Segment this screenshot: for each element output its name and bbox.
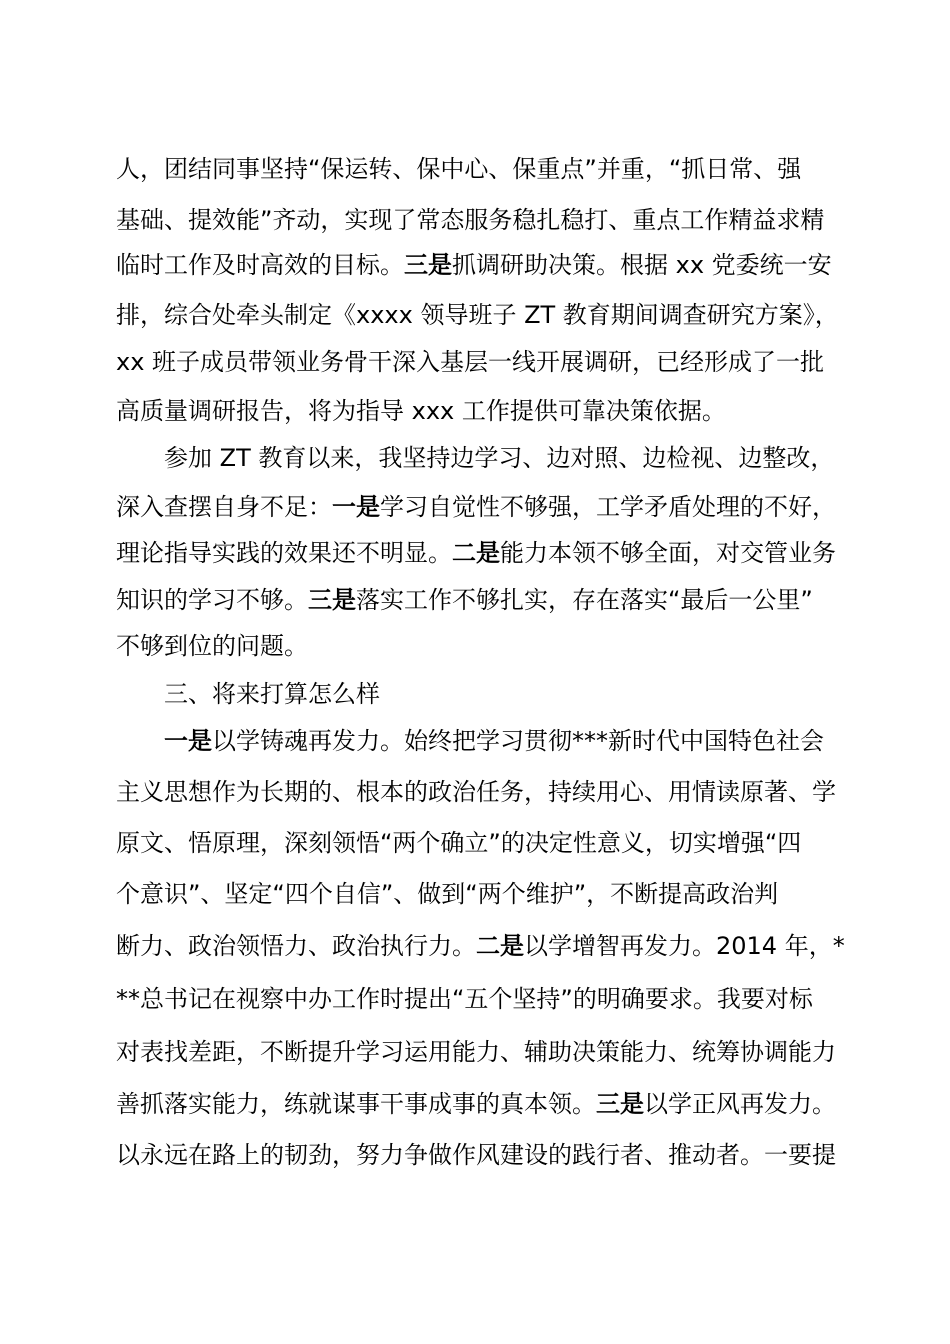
text-run: 排，综合处牵头制定《xxxx 领导班子 ZT 教育期间调查研究方案》，: [116, 301, 839, 329]
text-run: 个意识”、坚定“四个自信”、做到“两个维护”，不断提高政治判: [116, 880, 779, 908]
text-line: [116, 296, 839, 334]
text-run: 抓调研助决策。根据 xx 党委统一安: [452, 251, 832, 279]
bold-run: 二是: [452, 539, 500, 567]
text-run: 三、将来打算怎么样: [164, 680, 380, 708]
bold-run: 三是: [596, 1090, 644, 1118]
text-line: [116, 927, 845, 965]
text-run: 以学增智再发力。2014 年，*: [524, 932, 845, 960]
text-run: 能力本领不够全面，对交管业务: [500, 539, 836, 567]
text-run: 深入查摆自身不足：: [116, 493, 332, 521]
text-run: 理论指导实践的效果还不明显。: [116, 539, 452, 567]
bold-run: 三是: [308, 586, 356, 614]
text-line: [116, 980, 813, 1018]
text-line: [116, 150, 801, 188]
text-line: [116, 1033, 836, 1071]
text-line: [116, 201, 824, 239]
bold-run: 一是: [332, 493, 380, 521]
text-run: 断力、政治领悟力、政治执行力。: [116, 932, 476, 960]
text-run: xx 班子成员带领业务骨干深入基层一线开展调研，已经形成了一批: [116, 348, 825, 376]
bold-run: 三是: [404, 251, 452, 279]
text-line: [164, 439, 834, 477]
bold-run: 一是: [164, 727, 212, 755]
text-line: [164, 722, 824, 760]
text-line: [116, 1085, 836, 1123]
text-line: [116, 581, 813, 619]
text-run: 落实工作不够扎实，存在落实“最后一公里”: [356, 586, 813, 614]
text-run: 对表找差距，不断提升学习运用能力、辅助决策能力、统筹协调能力: [116, 1038, 836, 1066]
text-run: 以学铸魂再发力。始终把学习贯彻***新时代中国特色社会: [212, 727, 824, 755]
text-run: 人，团结同事坚持“保运转、保中心、保重点”并重，“抓日常、强: [116, 155, 802, 183]
text-run: 不够到位的问题。: [116, 632, 308, 660]
text-run: 参加 ZT 教育以来，我坚持边学习、边对照、边检视、边整改，: [164, 444, 835, 472]
text-run: 基础、提效能”齐动，实现了常态服务稳扎稳打、重点工作精益求精: [116, 206, 825, 234]
text-run: 善抓落实能力，练就谋事干事成事的真本领。: [116, 1090, 596, 1118]
text-line: [116, 246, 832, 284]
text-run: 知识的学习不够。: [116, 586, 308, 614]
text-run: **总书记在视察中办工作时提出“五个坚持”的明确要求。我要对标: [116, 985, 813, 1013]
text-run: 以学正风再发力。: [644, 1090, 836, 1118]
text-run: 以永远在路上的韧劲，努力争做作风建设的践行者、推动者。一要提: [116, 1141, 836, 1169]
text-line: [116, 534, 836, 572]
text-line: [116, 1136, 836, 1174]
text-line: [116, 627, 308, 665]
text-run: 主义思想作为长期的、根本的政治任务，持续用心、用情读原著、学: [116, 778, 836, 806]
text-line: [116, 875, 778, 913]
bold-run: 二是: [476, 932, 524, 960]
text-line: [164, 675, 380, 713]
text-line: [116, 392, 726, 430]
text-line: [116, 773, 836, 811]
text-line: [116, 488, 836, 526]
text-run: 临时工作及时高效的目标。: [116, 251, 404, 279]
text-run: 学习自觉性不够强，工学矛盾处理的不好，: [380, 493, 836, 521]
text-run: 原文、悟原理，深刻领悟“两个确立”的决定性意义，切实增强“四: [116, 829, 802, 857]
text-run: 高质量调研报告，将为指导 xxx 工作提供可靠决策依据。: [116, 397, 726, 425]
text-line: [116, 343, 824, 381]
text-line: [116, 824, 801, 862]
